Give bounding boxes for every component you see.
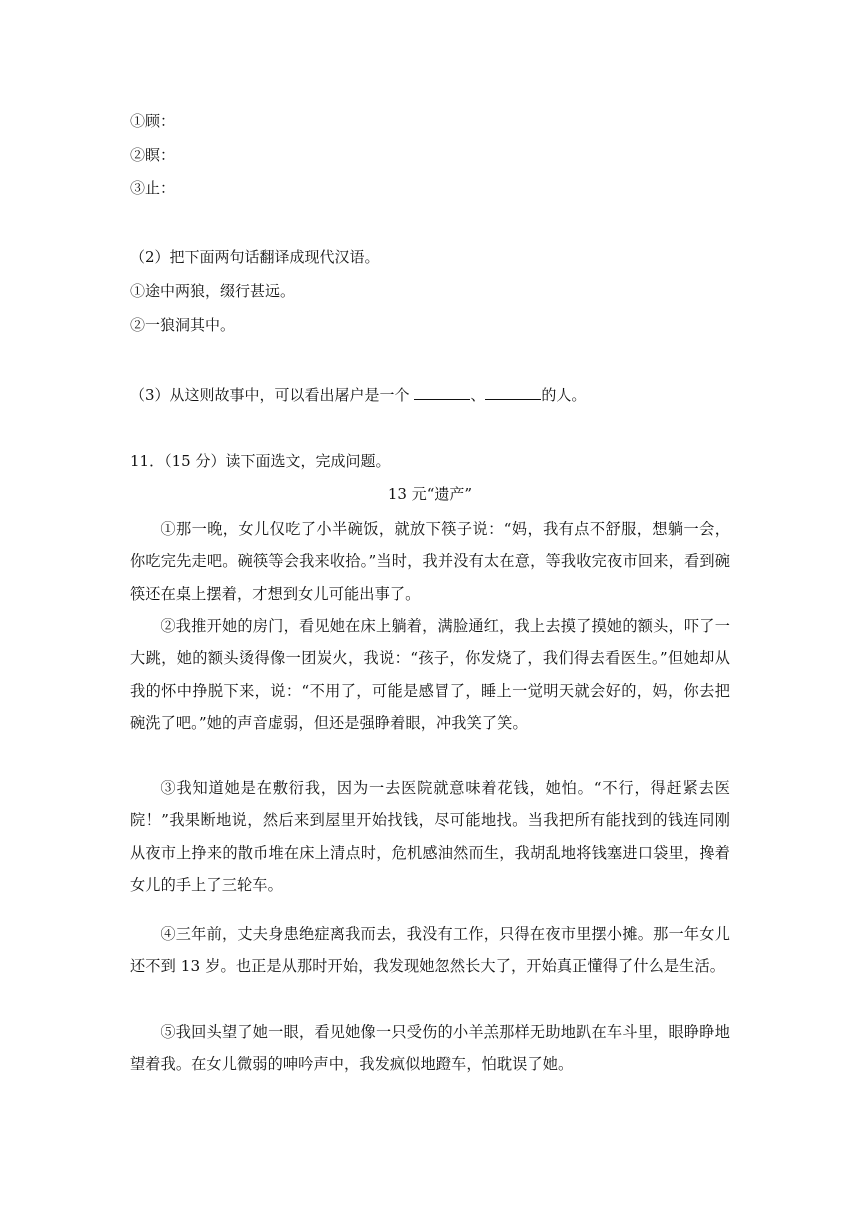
translation-sentence-2: ②一狼洞其中。 bbox=[130, 316, 236, 334]
passage-paragraph-3: ③我知道她是在敷衍我，因为一去医院就意味着花钱，她怕。“不行，得赶紧去医院！”我果断地说，然后来到屋里开始找钱，尽可能地找。当我把所有能找到的钱连同刚从夜市上挣来的散币堆在床上清点时，危机感油然而生，我胡乱地将钱塞进口袋里，搀着女儿的手上了三轮车。 bbox=[130, 779, 730, 895]
passage-title: 13 元“遗产” bbox=[387, 485, 473, 503]
question-11-heading: 11．（15 分）读下面选文，完成问题。 bbox=[130, 452, 391, 470]
vocab-item-1: ①顾： bbox=[130, 112, 176, 130]
passage-paragraph-5: ⑤我回头望了她一眼，看见她像一只受伤的小羊羔那样无助地趴在车斗里，眼睁睁地望着我。在女儿微弱的呻吟声中，我发疯似地蹬车，怕耽误了她。 bbox=[130, 1023, 730, 1074]
passage-paragraph-1: ①那一晚，女儿仅吃了小半碗饭，就放下筷子说：“妈，我有点不舒服，想躺一会，你吃完先走吧。碗筷等会我来收拾。”当时，我并没有太在意，等我收完夜市回来，看到碗筷还在桌上摆着，才想到女儿可能出事了。 bbox=[130, 520, 730, 603]
vocab-item-3: ③止： bbox=[130, 179, 176, 197]
translation-sentence-1: ①途中两狼，缀行甚远。 bbox=[130, 282, 296, 300]
blank-separator: 、 bbox=[470, 386, 486, 404]
subquestion-3-suffix: 的人。 bbox=[541, 386, 587, 404]
passage-paragraph-2: ②我推开她的房门，看见她在床上躺着，满脸通红，我上去摸了摸她的额头，吓了一大跳，她的额头烫得像一团炭火，我说：“孩子，你发烧了，我们得去看医生。”但她却从我的怀中挣脱下来，说：“不用了，可能是感冒了，睡上一觉明天就会好的，妈，你去把碗洗了吧。”她的声音虚弱，但还是强睁着眼，冲我笑了笑。 bbox=[130, 617, 730, 733]
subquestion-3-prefix: （3）从这则故事中，可以看出屠户是一个 bbox=[130, 386, 415, 404]
subquestion-3 bbox=[130, 383, 586, 405]
subquestion-2-prompt: （2）把下面两句话翻译成现代汉语。 bbox=[130, 248, 380, 266]
vocab-item-2: ②瞑： bbox=[130, 146, 176, 164]
answer-blank-2[interactable] bbox=[485, 383, 541, 400]
passage-paragraph-4: ④三年前，丈夫身患绝症离我而去，我没有工作，只得在夜市里摆小摊。那一年女儿还不到 13 岁。也正是从那时开始，我发现她忽然长大了，开始真正懂得了什么是生活。 bbox=[130, 925, 730, 976]
answer-blank-1[interactable] bbox=[414, 383, 470, 400]
